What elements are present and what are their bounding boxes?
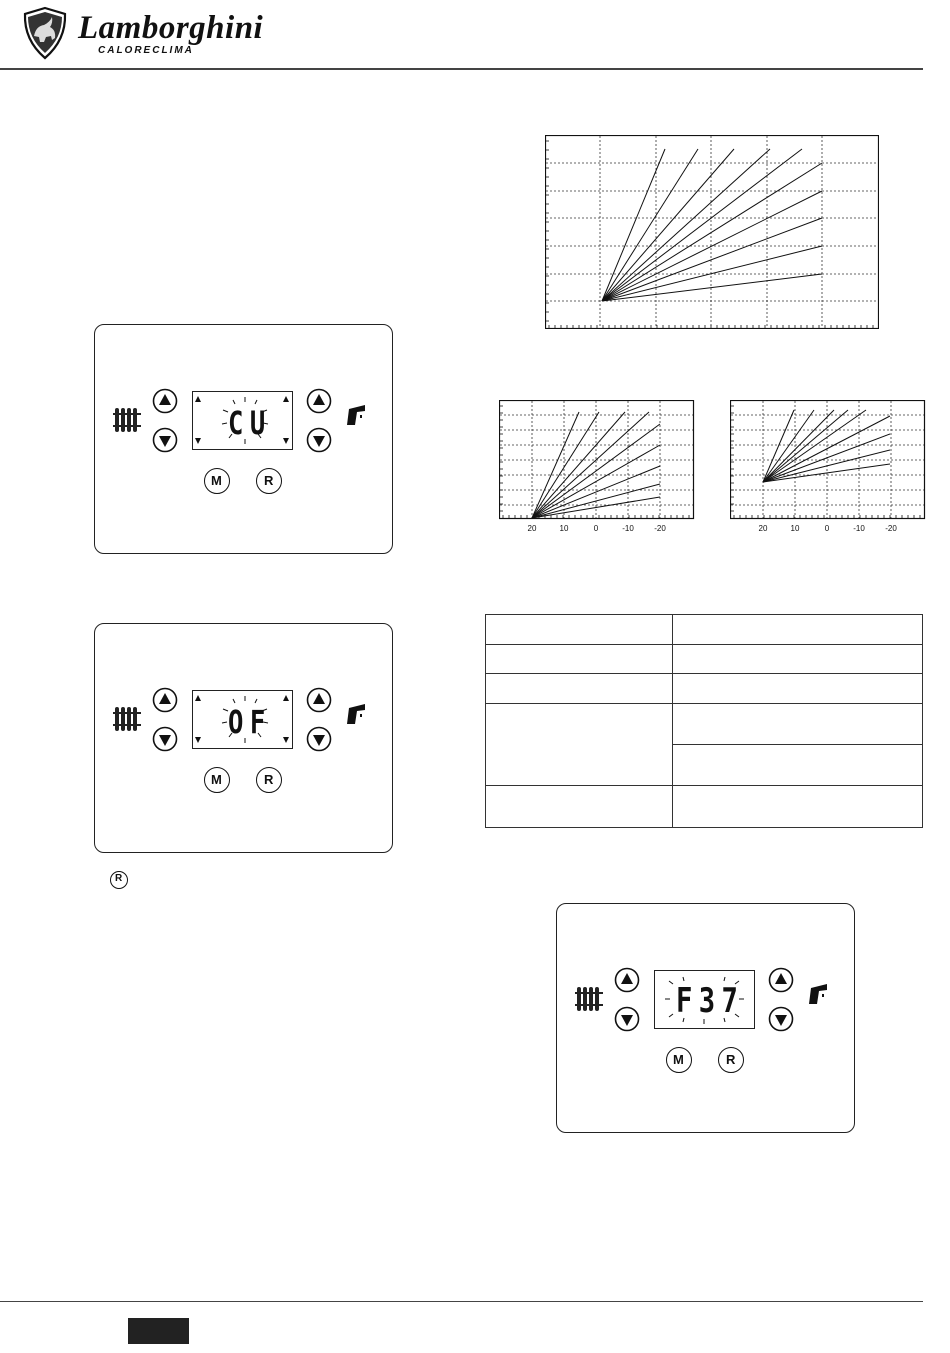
x-tick-label: 10 xyxy=(559,524,569,533)
lcd-code: CU xyxy=(228,404,272,442)
header-rule xyxy=(0,68,923,70)
x-tick-label: -10 xyxy=(853,524,865,533)
dhw-up-button[interactable] xyxy=(306,388,332,414)
dhw-down-button[interactable] xyxy=(306,427,332,453)
table-cell xyxy=(486,704,673,786)
reset-button[interactable] xyxy=(256,767,282,793)
heating-up-button[interactable] xyxy=(152,687,178,713)
brand-subtitle: CALORECLIMA xyxy=(98,45,194,56)
lcd-code: OF xyxy=(228,703,272,741)
x-tick-label: 10 xyxy=(790,524,800,533)
brand-logo-text: Lamborghini xyxy=(78,10,264,46)
table-cell xyxy=(673,704,923,745)
table-cell xyxy=(486,674,673,704)
plot-frame xyxy=(731,401,925,519)
tap-icon xyxy=(343,702,369,728)
reset-button[interactable] xyxy=(256,468,282,494)
radiator-icon xyxy=(113,704,143,734)
heating-curve-chart-large xyxy=(545,135,879,329)
menu-button[interactable] xyxy=(204,468,230,494)
footer-rule xyxy=(0,1301,923,1302)
menu-button[interactable] xyxy=(666,1047,692,1073)
control-panel-1 xyxy=(94,324,393,554)
parameter-table xyxy=(485,614,923,828)
inline-reset-icon: R xyxy=(110,871,128,889)
control-panel-3 xyxy=(556,903,855,1133)
table-cell xyxy=(486,615,673,645)
table-cell xyxy=(486,786,673,828)
bull-shield-logo xyxy=(22,6,68,60)
table-cell xyxy=(673,615,923,645)
menu-label: M xyxy=(673,1052,684,1067)
plot-group xyxy=(499,401,694,534)
lcd-code: F37 xyxy=(676,981,745,1021)
radiator-icon xyxy=(113,405,143,435)
reset-button[interactable] xyxy=(718,1047,744,1073)
menu-label: M xyxy=(211,772,222,787)
x-tick-label: -20 xyxy=(654,524,666,533)
x-tick-label: 0 xyxy=(593,524,599,533)
lcd-display-1 xyxy=(192,391,293,450)
heating-down-button[interactable] xyxy=(614,1006,640,1032)
dhw-up-button[interactable] xyxy=(306,687,332,713)
dhw-down-button[interactable] xyxy=(306,726,332,752)
page-number-box xyxy=(128,1318,189,1344)
table-cell xyxy=(673,645,923,674)
x-tick-label: -20 xyxy=(885,524,897,533)
x-tick-label: -10 xyxy=(622,524,634,533)
table-cell xyxy=(673,786,923,828)
plot-group xyxy=(730,401,925,534)
dhw-down-button[interactable] xyxy=(768,1006,794,1032)
table-cell xyxy=(673,745,923,786)
dhw-up-button[interactable] xyxy=(768,967,794,993)
control-panel-2 xyxy=(94,623,393,853)
table-cell xyxy=(486,645,673,674)
heating-down-button[interactable] xyxy=(152,726,178,752)
menu-label: M xyxy=(211,473,222,488)
heating-up-button[interactable] xyxy=(152,388,178,414)
heating-up-button[interactable] xyxy=(614,967,640,993)
x-tick-label: 20 xyxy=(758,524,768,533)
heating-curve-chart-left xyxy=(499,400,695,540)
reset-label: R xyxy=(264,473,274,488)
table-cell xyxy=(673,674,923,704)
lcd-display-3 xyxy=(654,970,755,1029)
menu-button[interactable] xyxy=(204,767,230,793)
reset-label: R xyxy=(726,1052,736,1067)
reset-label: R xyxy=(264,772,274,787)
heating-down-button[interactable] xyxy=(152,427,178,453)
tap-icon xyxy=(805,982,831,1008)
heating-curve-chart-right xyxy=(730,400,926,540)
x-tick-label: 20 xyxy=(527,524,537,533)
lcd-display-2 xyxy=(192,690,293,749)
radiator-icon xyxy=(575,984,605,1014)
tap-icon xyxy=(343,403,369,429)
x-tick-label: 0 xyxy=(824,524,830,533)
